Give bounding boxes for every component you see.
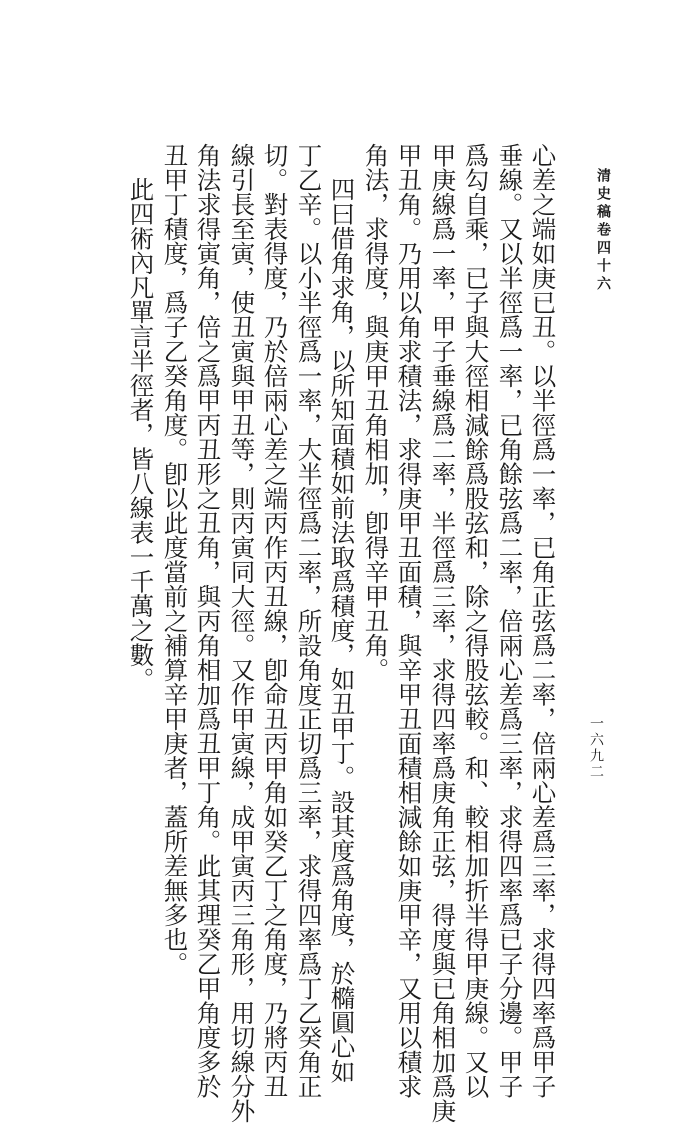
text-column-13: 此四術內凡單言半徑者，皆八線表一千萬之數。 [126, 177, 156, 692]
text-column-1: 心差之端如庚已丑。以半徑爲一率，已角正弦爲二率，倍兩心差爲三率，求得四率爲甲子 [528, 143, 558, 1099]
text-column-4: 甲庚線爲一率，甲子垂線爲二率，半徑爲三率，求得四率爲庚角正弦，得度與已角相加爲庚 [428, 143, 458, 1123]
text-column-6: 角法，求得度，與庚甲丑角相加，卽得辛甲丑角。 [361, 143, 391, 682]
text-column-8: 丁乙辛。以小半徑爲一率，大半徑爲二率，所設角度正切爲三率，求得四率爲丁乙癸角正 [294, 143, 324, 1099]
text-column-5: 甲丑角。乃用以角求積法，求得庚甲丑面積，與辛甲丑面積相減餘如庚甲辛，又用以積求 [394, 143, 424, 1099]
text-column-11: 角法求得寅角，倍之爲甲丙丑形之丑角，與丙角相加爲丑甲丁角。此其理癸乙甲角度多於 [193, 143, 223, 1099]
page-header-title: 清史稿卷四十六 [595, 168, 611, 294]
page-number: 一六九二 [588, 716, 604, 780]
text-column-2: 垂線。又以半徑爲一率，已角餘弦爲二率，倍兩心差爲三率，求得四率爲已子分邊。甲子 [495, 143, 525, 1099]
text-column-9: 切。對表得度，乃於倍兩心差之端丙作丙丑線，卽命丑丙甲角如癸乙丁之角度，乃將丙丑 [260, 143, 290, 1099]
text-column-12: 丑甲丁積度，爲子乙癸角度。卽以此度當前之補算辛甲庚者，蓋所差無多也。 [160, 143, 190, 976]
text-column-7: 四曰借角求角，以所知面積如前法取爲積度，如丑甲丁。設其度爲角度，於橢圓心如 [327, 177, 357, 1084]
text-column-10: 線引長至寅，使丑寅與甲丑等，則丙寅同大徑。又作甲寅線，成甲寅丙三角形，用切線分外 [227, 143, 257, 1123]
text-column-3: 爲勾自乘，已子與大徑相減餘爲股弦和，除之得股弦較。和、較相加折半得甲庚線。又以 [461, 143, 491, 1099]
